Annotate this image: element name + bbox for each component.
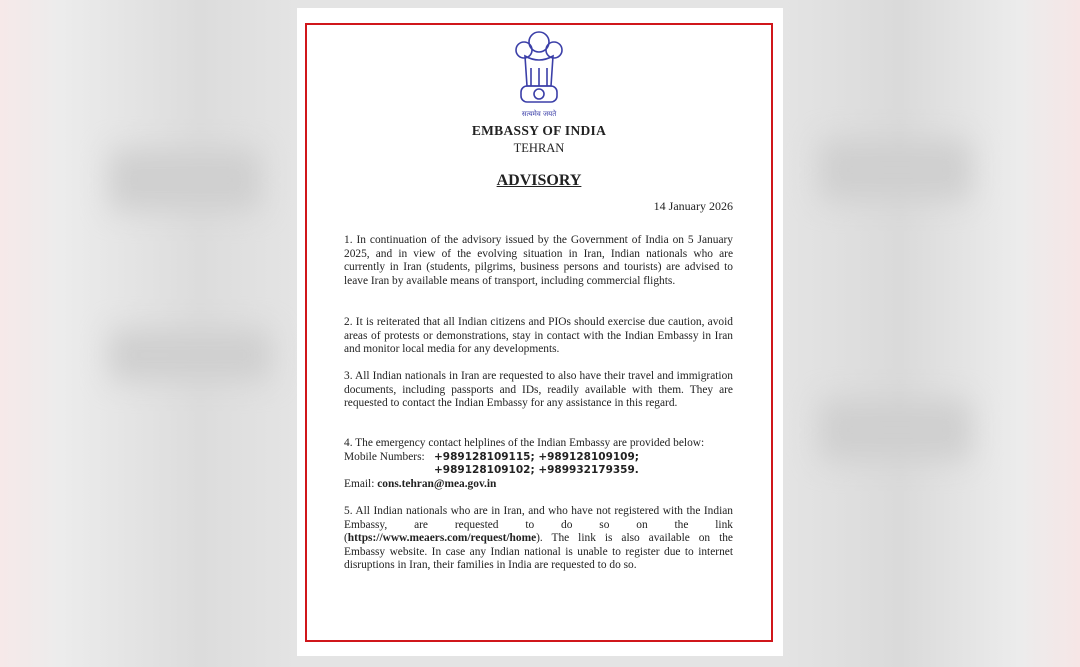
background-blur bbox=[110, 150, 260, 210]
email-address[interactable]: cons.tehran@mea.gov.in bbox=[377, 477, 497, 490]
background-blur bbox=[820, 400, 970, 460]
mobile-numbers bbox=[344, 451, 733, 465]
registration-link[interactable]: https://www.meaers.com/request/home bbox=[347, 532, 537, 545]
document-title: ADVISORY bbox=[496, 172, 582, 189]
document-date: 14 January 2026 bbox=[653, 199, 733, 213]
background-blur bbox=[820, 140, 970, 200]
national-emblem-icon bbox=[511, 28, 567, 120]
paragraph-3: 3. All Indian nationals in Iran are requested to also have their travel and immigration documents, including passports and IDs, readily available with them. They are requested to contact the Indian Embassy for any assistance in this regard. bbox=[344, 370, 733, 410]
mobile-label: Mobile Numbers: bbox=[344, 450, 425, 463]
embassy-city: TEHRAN bbox=[513, 141, 565, 155]
paragraph-1: 1. In continuation of the advisory issued by the Government of India on 5 January 2025, and in view of the evolving situation in Iran, Indian nationals who are currently in Iran (students, pilgrims, business persons and tourists) are advised to leave Iran by available means of transport, including commercial flights. bbox=[344, 234, 733, 287]
spacer bbox=[344, 464, 434, 478]
phone-numbers-line-1: +989128109115; +989128109109; bbox=[434, 450, 639, 463]
embassy-name: EMBASSY OF INDIA bbox=[471, 123, 607, 138]
paragraph-5-text-cont: ). The link is also available on the Embassy website. In case any Indian national is unable to register due to internet disruptions in Iran, their families in India are requested to do so. bbox=[344, 532, 733, 572]
svg-text:सत्यमेव जयते: सत्यमेव जयते bbox=[521, 110, 557, 118]
mobile-numbers-cont bbox=[344, 464, 733, 478]
helpline-intro: 4. The emergency contact helplines of the Indian Embassy are provided below: bbox=[344, 437, 705, 449]
email-row bbox=[344, 478, 733, 492]
phone-numbers-line-2: +989128109102; +989932179359. bbox=[434, 464, 639, 477]
paragraph-5 bbox=[344, 505, 733, 573]
paragraph-2: 2. It is reiterated that all Indian citizens and PIOs should exercise due caution, avoid areas of protests or demonstrations, stay in contact with the Indian Embassy in Iran and monitor local media for any developments. bbox=[344, 316, 733, 356]
email-label: Email: bbox=[344, 477, 375, 490]
paragraph-5-text: 5. All Indian nationals who are in Iran, and who have not registered with the Indian Embassy, are requested to do so on the link ( bbox=[344, 505, 733, 545]
paragraph-4 bbox=[344, 437, 733, 491]
background-blur bbox=[110, 330, 270, 380]
